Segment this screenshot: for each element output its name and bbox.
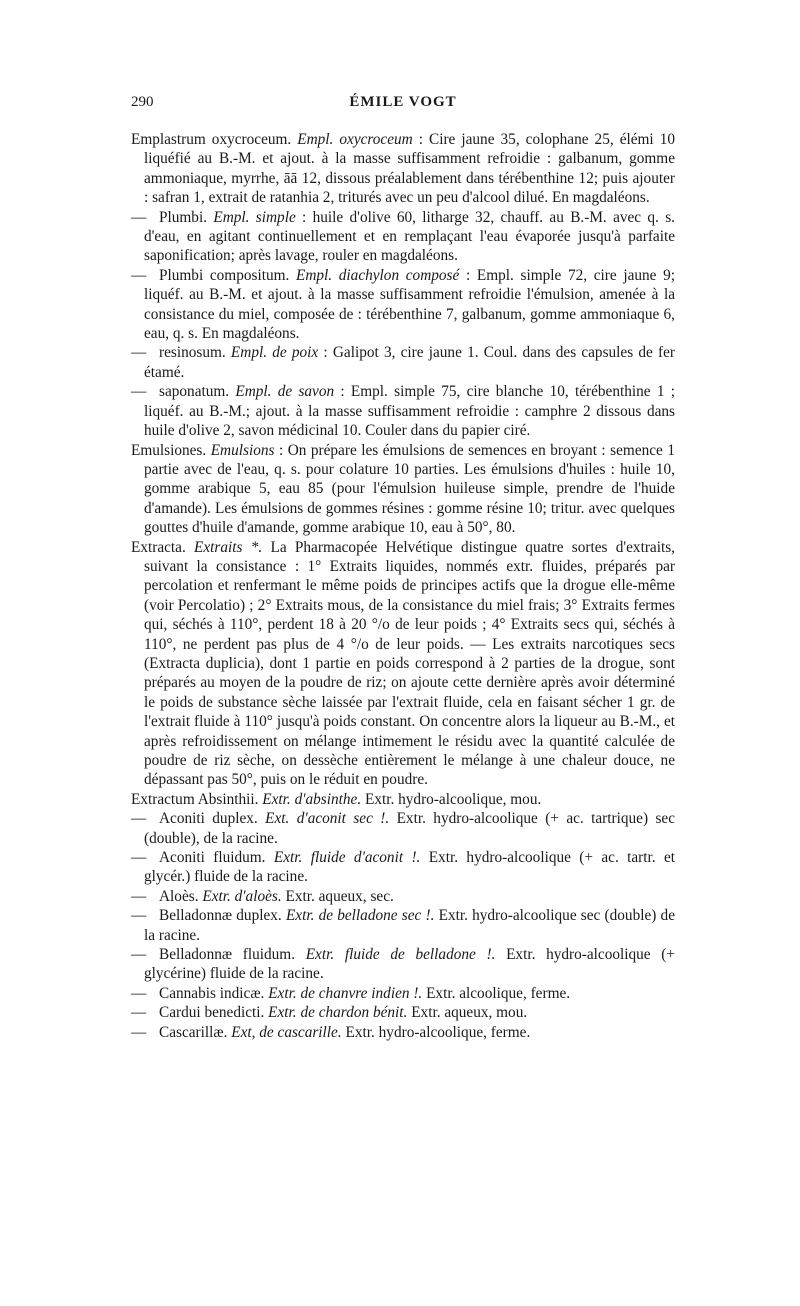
entry-french-name: Empl. oxycroceum bbox=[297, 131, 413, 148]
entry-french-name: Extr. d'absinthe. bbox=[262, 790, 362, 808]
entry bbox=[131, 984, 675, 1003]
entry-dash: — bbox=[131, 344, 147, 362]
entry-lead: saponatum. bbox=[159, 383, 236, 401]
entry-french-name: Extr. de chardon bénit. bbox=[268, 1004, 408, 1022]
entry-french-name: Extr. fluide d'aconit !. bbox=[273, 849, 421, 867]
entry bbox=[131, 887, 675, 906]
entry-lead: Belladonnæ duplex. bbox=[159, 907, 286, 925]
entry bbox=[131, 906, 675, 945]
entry-text: Extr. aqueux, sec. bbox=[281, 887, 394, 905]
entry-lead: Cannabis indicæ. bbox=[159, 984, 269, 1002]
entry bbox=[131, 441, 675, 538]
entry bbox=[131, 1023, 675, 1042]
entry-lead: Cascarillæ. bbox=[159, 1023, 232, 1041]
entry-french-name: Empl. de poix bbox=[230, 344, 319, 362]
page-body bbox=[131, 130, 675, 1042]
entry-french-name: Extr. fluide de belladone !. bbox=[305, 946, 496, 964]
entry-lead: Cardui benedicti. bbox=[159, 1004, 269, 1022]
entry-text: Extr. alcoolique, ferme. bbox=[422, 984, 571, 1002]
entry-french-name: Extr. d'aloès. bbox=[202, 887, 282, 905]
entry bbox=[131, 809, 675, 848]
entry bbox=[131, 848, 675, 887]
entry-text: Extr. aqueux, mou. bbox=[407, 1004, 528, 1022]
entry-french-name: Emulsions bbox=[210, 441, 275, 459]
entry-text: : huile d'olive 60, litharge 32, chauff. au B.-M. avec q. s. d'eau, en agitant continuellement et en remplaçant l'eau évaporée jusqu'à parfaite saponification; après lavage, rouler en magdaléons. bbox=[144, 208, 675, 265]
entry bbox=[131, 790, 675, 809]
entry-dash: — bbox=[131, 383, 147, 401]
entry bbox=[131, 1003, 675, 1022]
entry bbox=[131, 343, 675, 382]
entry-lead: Extracta. bbox=[131, 538, 195, 556]
entry-text: Extr. hydro-alcoolique (+ ac. tartr. et glycér.) fluide de la racine. bbox=[144, 849, 675, 886]
entry-text: : On prépare les émulsions de semences en broyant : semence 1 partie avec de l'eau, q. s. pour colature 10 parties. Les émulsions d'huiles : huile 10, gomme arabique 5, eau 85 (pour l'émulsion huileuse simple, prendre de l'huide d'amande). Les émulsions de gommes résines : gomme résine 10; tritur. avec quelques gouttes d'huile d'amande, gomme arabique 10, eau à 50°, 80. bbox=[144, 441, 675, 537]
entry bbox=[131, 382, 675, 440]
entry-french-name: Extr. de belladone sec !. bbox=[285, 907, 435, 925]
entry-dash: — bbox=[131, 984, 147, 1002]
entry-text: Extr. hydro-alcoolique (+ glycérine) fluide de la racine. bbox=[144, 946, 675, 983]
entry-french-name: Extr. de chanvre indien !. bbox=[268, 984, 423, 1002]
entry-lead: Aconiti duplex. bbox=[159, 810, 266, 828]
entry-french-name: Empl. de savon bbox=[235, 383, 335, 401]
entry-french-name: Ext, de cascarille. bbox=[231, 1023, 342, 1041]
entry bbox=[131, 945, 675, 984]
entry-dash: — bbox=[131, 208, 147, 226]
entry bbox=[131, 538, 675, 790]
entry bbox=[131, 266, 675, 344]
running-title: ÉMILE VOGT bbox=[349, 94, 457, 110]
entry-french-name: Extraits *. bbox=[194, 538, 263, 556]
entry-text: Extr. hydro-alcoolique sec (double) de la racine. bbox=[144, 907, 675, 944]
entry-french-name: Empl. simple bbox=[213, 208, 296, 226]
entry bbox=[131, 130, 675, 208]
page-number: 290 bbox=[131, 94, 154, 110]
entry-text: Extr. hydro-alcoolique (+ ac. tartrique) sec (double), de la racine. bbox=[144, 810, 675, 847]
entry-french-name: Empl. diachylon composé bbox=[296, 266, 460, 284]
entry-dash: — bbox=[131, 946, 147, 964]
entry-text: : Galipot 3, cire jaune 1. Coul. dans des capsules de fer étamé. bbox=[144, 344, 675, 381]
entry-lead: Plumbi compositum. bbox=[159, 266, 296, 284]
entry-text: Extr. hydro-alcoolique, mou. bbox=[361, 790, 542, 808]
entry-lead: Belladonnæ fluidum. bbox=[159, 946, 306, 964]
entry bbox=[131, 208, 675, 266]
entry-dash: — bbox=[131, 1023, 147, 1041]
entry-text: : Cire jaune 35, colophane 25, élémi 10 liquéfié au B.-M. et ajout. à la masse suffisamment refroidie : galbanum, gomme ammoniaque, myrrhe, āā 12, dissous préalablement dans térébenthine 12; puis ajouter : safran 1, extrait de ratanhia 2, triturés avec un peu d'alcool dilué. En magdaléons. bbox=[144, 131, 675, 207]
entry-lead: Emplastrum oxycroceum. bbox=[131, 131, 298, 148]
entry-text: Extr. hydro-alcoolique, ferme. bbox=[341, 1023, 531, 1041]
entry-dash: — bbox=[131, 266, 147, 284]
entry-lead: Emulsiones. bbox=[131, 441, 211, 459]
page-header bbox=[131, 94, 675, 118]
entry-dash: — bbox=[131, 810, 147, 828]
entry-dash: — bbox=[131, 849, 147, 867]
entry-french-name: Ext. d'aconit sec !. bbox=[265, 810, 390, 828]
entry-lead: resinosum. bbox=[159, 344, 231, 362]
entry-dash: — bbox=[131, 907, 147, 925]
entry-dash: — bbox=[131, 1004, 147, 1022]
entry-text: : Empl. simple 72, cire jaune 9; liquéf. au B.-M. et ajout. à la masse suffisamment refroidie l'émulsion, amenée à la consistance du miel, composée de : térébenthine 7, galbanum, gomme ammoniaque 6, eau, q. s. En magdaléons. bbox=[144, 266, 676, 343]
entry-lead: Extractum Absinthii. bbox=[131, 790, 263, 808]
entry-text: : Empl. simple 75, cire blanche 10, térébenthine 1 ; liquéf. au B.-M.; ajout. à la masse suffisamment refroidie : camphre 2 dissous dans huile d'olive 2, savon médicinal 10. Couler dans du papier ciré. bbox=[144, 383, 675, 440]
entry-dash: — bbox=[131, 887, 147, 905]
entry-lead: Plumbi. bbox=[159, 208, 214, 226]
entry-lead: Aloès. bbox=[159, 887, 203, 905]
entry-text: La Pharmacopée Helvétique distingue quatre sortes d'extraits, suivant la consistance : 1° Extraits liquides, nommés extr. fluides, préparés par percolation et renfermant le même poids de principes actifs que la drogue elle-même (voir Percolatio) ; 2° Extraits mous, de la consistance du miel frais; 3° Extraits fermes qui, séchés à 110°, perdent 18 à 20 °/o de leur poids ; 4° Extraits secs qui, séchés à 110°, ne perdent pas plus de 4 °/o de leur poids. — Les extraits narcotiques secs (Extracta duplicia), dont 1 partie en poids correspond à 2 parties de la drogue, sont préparés au moyen de la poudre de riz; on ajoute cette dernière après avoir déterminé le poids de substance sèche laissée par l'extrait fluide, cela en faisant sécher 1 gr. de l'extrait fluide à 110° jusqu'à poids constant. On concentre alors la liqueur au B.-M., et après refroidissement on mélange intimement le résidu avec la quantité calculée de poudre de riz sèche, on dessèche entièrement le mélange à une chaleur douce, ne dépassant pas 50°, puis on le réduit en poudre. bbox=[144, 538, 675, 789]
entry-lead: Aconiti fluidum. bbox=[159, 849, 274, 867]
